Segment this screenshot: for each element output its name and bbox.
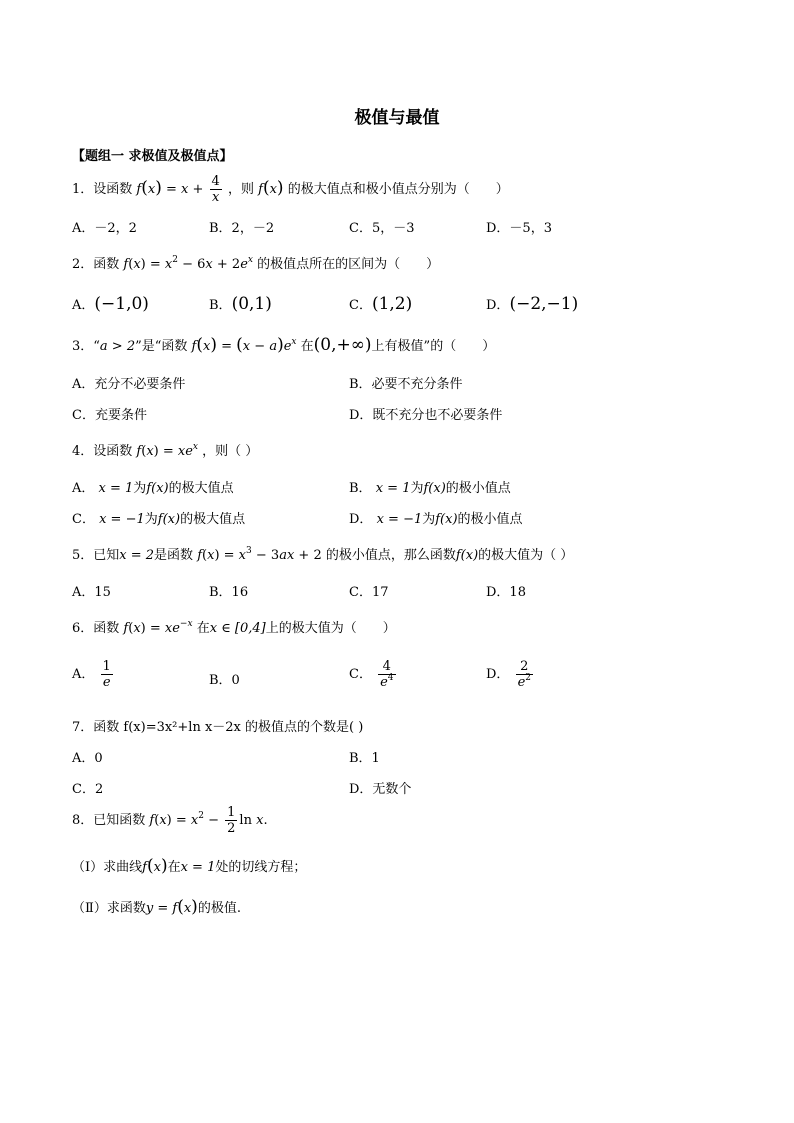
option-d[interactable]: D．无数个 (349, 782, 412, 797)
option-c[interactable]: C．充要条件 (72, 408, 147, 423)
page-title: 极值与最值 (354, 108, 440, 128)
option-a[interactable]: A．0 (72, 751, 103, 766)
option-b[interactable]: B．0 (209, 673, 240, 688)
question-3: 3．“a > 2”是“函数 $f(x) = (x - a)e^x$ 在(0,+∞)上有极值”的（ ） (72, 335, 496, 355)
question-8-part-1: （Ⅰ）求曲线f(x)在x = 1处的切线方程； (72, 856, 307, 876)
option-d[interactable]: D．(−2,−1) (486, 294, 579, 314)
option-a[interactable]: A．充分不必要条件 (72, 377, 186, 392)
option-b[interactable]: B．(0,1) (209, 294, 272, 314)
option-d[interactable]: D．既不充分也不必要条件 (349, 408, 503, 423)
question-2: 2．函数 $f(x) = x^2 - 6x + 2e^x$ 的极值点所在的区间为（ ） (72, 255, 440, 272)
option-d[interactable]: D．－5，3 (486, 221, 552, 236)
option-c[interactable]: C．(1,2) (349, 294, 413, 314)
option-a[interactable]: A． $\frac{1}{e}$ (72, 659, 111, 690)
question-1: 1．设函数 f(x) = x + $\frac{4}{x}$ ，则 f(x) 的极大值点和极小值点分别为（ ） (72, 174, 509, 205)
option-b[interactable]: B．2，－2 (209, 221, 275, 236)
option-a[interactable]: A． x = 1为f(x)的极大值点 (72, 481, 234, 496)
option-b[interactable]: B．16 (209, 585, 249, 600)
option-a[interactable]: A．15 (72, 585, 111, 600)
question-6: 6．函数 $f(x) = xe^{-x}$ 在x ∈ [0,4]上的极大值为（ ） (72, 619, 396, 636)
fraction: $\frac{4}{x}$ (211, 174, 220, 205)
question-8: 8．已知函数 $f(x) = x^2$ − $\frac{1}{2}$ ln x. (72, 805, 268, 836)
option-c[interactable]: C．2 (72, 782, 104, 797)
section-heading: 【题组一 求极值及极值点】 (72, 149, 233, 164)
option-d[interactable]: D．18 (486, 585, 526, 600)
option-a[interactable]: A．－2，2 (72, 221, 137, 236)
question-4: 4．设函数 $f(x) = xe^x$ ，则（ ） (72, 442, 259, 459)
option-c[interactable]: C． x = −1为f(x)的极大值点 (72, 512, 246, 527)
option-d[interactable]: D． $\frac{2}{e^2}$ (486, 659, 532, 690)
option-b[interactable]: B．必要不充分条件 (349, 377, 463, 392)
option-d[interactable]: D． x = −1为f(x)的极小值点 (349, 512, 523, 527)
question-5: 5．已知x = 2是函数 $f(x) = x^3 - 3ax + 2$ 的极小值点，那么函数f(x)的极大值为（ ） (72, 546, 574, 563)
option-b[interactable]: B． x = 1为f(x)的极小值点 (349, 481, 511, 496)
option-c[interactable]: C． $\frac{4}{e^4}$ (349, 659, 394, 690)
option-b[interactable]: B．1 (349, 751, 380, 766)
option-c[interactable]: C．17 (349, 585, 389, 600)
option-a[interactable]: A．(−1,0) (72, 294, 149, 314)
option-c[interactable]: C．5，－3 (349, 221, 415, 236)
question-8-part-2: （Ⅱ）求函数y = f(x)的极值. (72, 897, 241, 917)
question-7: 7．函数 f(x)=3x²+ln x－2x 的极值点的个数是( ) (72, 720, 364, 735)
